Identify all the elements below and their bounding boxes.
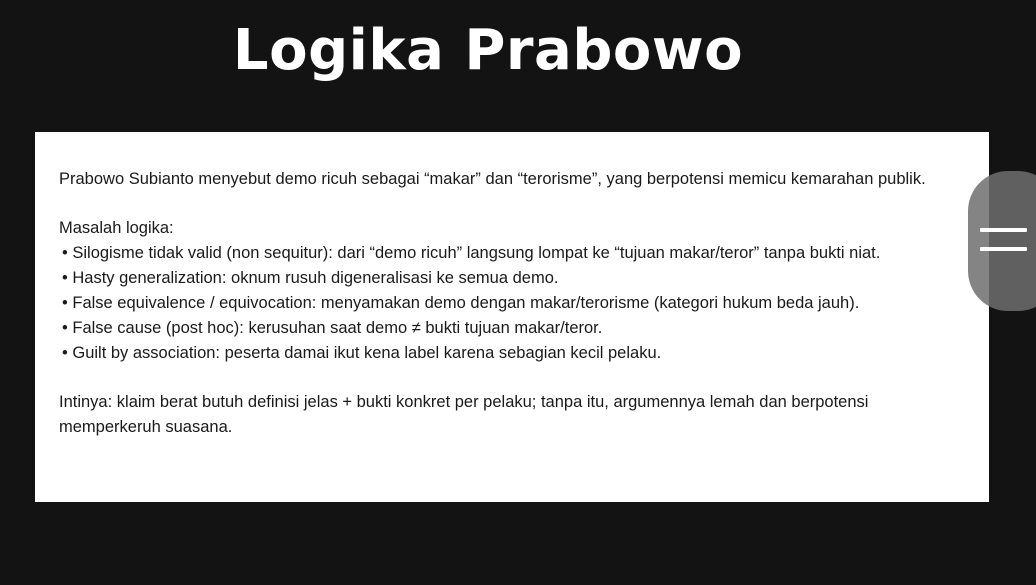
content-card <box>35 132 989 502</box>
list-item: • False equivalence / equivocation: menyamakan demo dengan makar/terorisme (kategori hukum beda jauh). <box>62 294 860 312</box>
logic-heading: Masalah logika: <box>59 219 174 237</box>
conclusion-paragraph: Intinya: klaim berat butuh definisi jelas + bukti konkret per pelaku; tanpa itu, argumennya lemah dan berpotensi memperkeruh suasana. <box>59 393 869 436</box>
side-menu-handle[interactable] <box>968 171 1036 311</box>
spacer <box>59 366 969 390</box>
page-title: Logika Prabowo <box>232 18 744 83</box>
menu-bar <box>980 247 1027 251</box>
menu-bar <box>980 228 1027 232</box>
logic-list <box>59 241 969 366</box>
list-item: • Hasty generalization: oknum rusuh digeneralisasi ke semua demo. <box>62 269 559 287</box>
intro-paragraph: Prabowo Subianto menyebut demo ricuh sebagai “makar” dan “terorisme”, yang berpotensi memicu kemarahan publik. <box>59 170 926 188</box>
list-item: • Guilt by association: peserta damai ikut kena label karena sebagian kecil pelaku. <box>62 344 662 362</box>
list-item: • False cause (post hoc): kerusuhan saat demo ≠ bukti tujuan makar/teror. <box>62 319 603 337</box>
list-item: • Silogisme tidak valid (non sequitur): dari “demo ricuh” langsung lompat ke “tujuan makar/teror” tanpa bukti niat. <box>62 244 881 262</box>
spacer <box>59 192 969 216</box>
